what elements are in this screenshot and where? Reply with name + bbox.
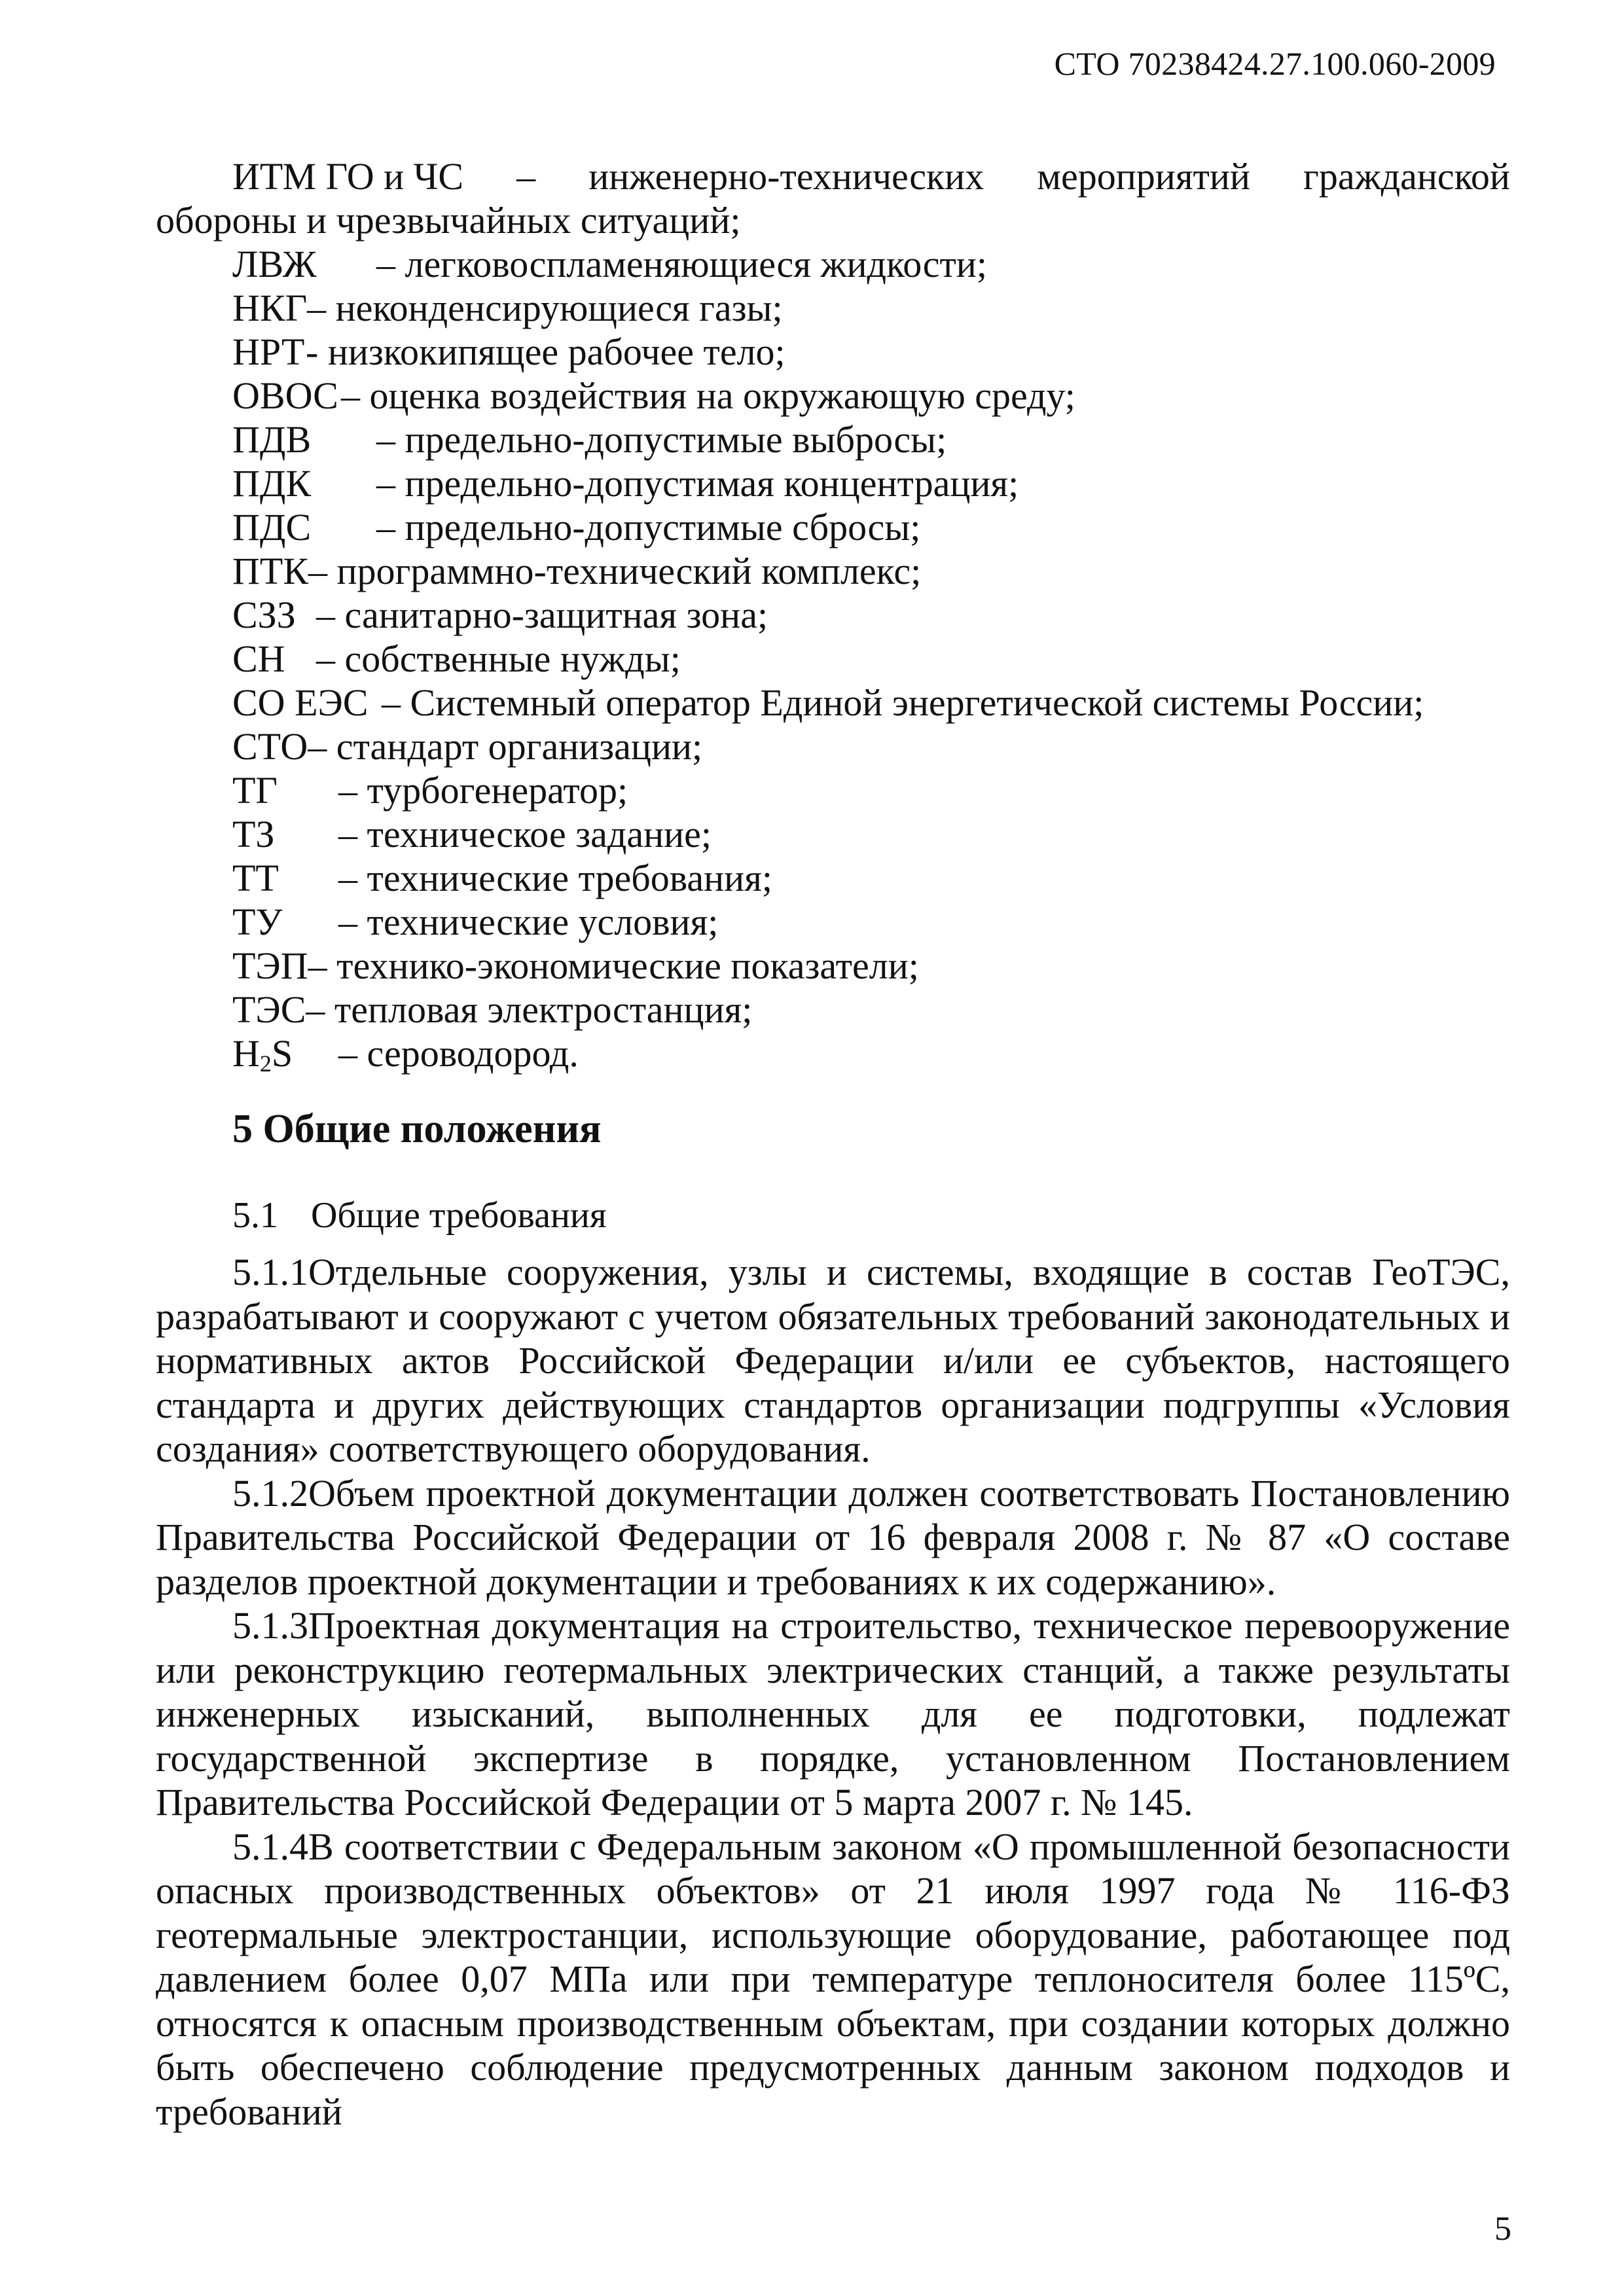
abbreviation-text: – тепловая электростанция; <box>306 988 753 1031</box>
abbreviation-code: ТУ <box>232 901 283 943</box>
abbreviation-code: ПДВ <box>232 418 312 461</box>
abbreviation-text: – оценка воздействия на окружающую среду; <box>341 374 1075 417</box>
abbreviation-text: – сероводород. <box>338 1032 579 1075</box>
abbreviation-code: ТТ <box>232 857 279 899</box>
subsection-heading <box>232 1194 607 1236</box>
abbreviation-item <box>156 637 1510 681</box>
abbreviation-code: ОВОС <box>232 374 338 417</box>
paragraph-number: 5.1.4 <box>232 1825 308 1868</box>
abbreviation-code: ЛВЖ <box>232 243 317 285</box>
paragraph <box>156 1250 1510 1471</box>
abbreviation-item <box>156 988 1510 1031</box>
abbreviation-code: ТЭС <box>232 988 306 1031</box>
abbreviation-text: – Системный оператор Единой энергетической системы России; <box>382 681 1424 724</box>
abbreviation-text: – санитарно-защитная зона; <box>316 594 768 636</box>
document-code: СТО 70238424.27.100.060-2009 <box>1054 45 1496 82</box>
paragraph <box>156 1471 1510 1604</box>
paragraph-number: 5.1.2 <box>232 1471 308 1515</box>
abbreviation-code: СО ЕЭС <box>232 681 369 724</box>
abbreviation-text: – легковоспламеняющиеся жидкости; <box>376 243 987 285</box>
paragraph-text: Проектная документация на строительство, техническое перевооружение или реконструкцию геотермальных электрических станций, а также результаты инженерных изысканий, выполненных для ее подготовки, подлежат государственной экспертизе в порядке, установленном Постановлением Правительства Российской Федерации от 5 марта 2007 г. № 145. <box>156 1604 1510 1823</box>
abbreviation-code: НКГ <box>232 287 308 329</box>
abbreviation-item <box>156 768 1510 812</box>
subsection-number: 5.1 <box>232 1195 278 1236</box>
abbreviation-text: – техническое задание; <box>338 813 712 855</box>
abbreviation-text: – программно-технический комплекс; <box>308 550 922 592</box>
abbreviation-code: ПДК <box>232 462 312 505</box>
abbreviation-code: ИТМ ГО и ЧС <box>232 155 464 198</box>
abbreviation-word: гражданской <box>1303 155 1510 198</box>
paragraph <box>156 1604 1510 1825</box>
abbreviation-code: НРТ <box>232 331 305 373</box>
abbreviation-text: – технические требования; <box>338 857 773 899</box>
abbreviation-code: СЗЗ <box>232 594 296 636</box>
abbreviation-code: ПТК <box>232 550 308 592</box>
abbreviation-text: – технические условия; <box>338 901 719 943</box>
abbreviation-word: мероприятий <box>1037 155 1250 198</box>
abbreviation-text: – предельно-допустимые выбросы; <box>376 418 947 461</box>
abbreviation-code: ТЗ <box>232 813 275 855</box>
abbreviation-code: ТГ <box>232 769 278 812</box>
abbreviation-code: $H_2S$ <box>232 1032 293 1077</box>
paragraph-text: Отдельные сооружения, узлы и системы, входящие в состав ГеоТЭС, разрабатывают и сооружают с учетом обязательных требований законодательных и нормативных актов Российской Федерации и/или ее субъектов, настоящего стандарта и других действующих стандартов организации подгруппы «Условия создания» соответствующего оборудования. <box>156 1251 1510 1470</box>
abbreviation-dash: – <box>516 155 536 198</box>
abbreviation-item <box>156 944 1510 988</box>
abbreviation-item <box>156 461 1510 505</box>
abbreviation-item <box>156 593 1510 637</box>
abbreviation-item <box>156 418 1510 461</box>
abbreviation-item <box>156 242 1510 286</box>
abbreviation-item <box>156 900 1510 944</box>
abbreviation-item <box>156 286 1510 330</box>
abbreviation-text: – предельно-допустимые сбросы; <box>376 506 921 548</box>
abbreviation-text: – турбогенератор; <box>338 769 628 812</box>
abbreviation-item <box>156 330 1510 374</box>
abbreviation-text: – собственные нужды; <box>316 637 681 680</box>
abbreviation-item <box>156 154 1510 242</box>
abbreviation-text: – стандарт организации; <box>308 725 703 768</box>
abbreviation-code: ПДС <box>232 506 312 548</box>
abbreviation-item <box>156 856 1510 900</box>
paragraph-text: Объем проектной документации должен соответствовать Постановлению Правительства Российской Федерации от 16 февраля 2008 г. № 87 «О составе разделов проектной документации и требованиях к их содержанию». <box>156 1471 1510 1603</box>
abbreviation-text: – неконденсирующиеся газы; <box>307 287 783 329</box>
abbreviation-code: ТЭП <box>232 944 308 987</box>
paragraph-list <box>156 1250 1510 2134</box>
paragraph <box>156 1825 1510 2134</box>
page-number: 5 <box>1494 2210 1511 2248</box>
abbreviation-word: инженерно-технических <box>588 155 984 198</box>
abbreviation-item <box>156 725 1510 768</box>
abbreviation-item <box>156 812 1510 856</box>
paragraph-number: 5.1.3 <box>232 1604 308 1647</box>
abbreviation-item <box>156 681 1510 725</box>
abbreviation-text: - низкокипящее рабочее тело; <box>306 331 785 373</box>
abbreviation-item <box>156 374 1510 418</box>
section-heading: 5 Общие положения <box>232 1107 602 1151</box>
abbreviation-continuation: обороны и чрезвычайных ситуаций; <box>156 199 741 242</box>
abbreviation-list <box>156 154 1510 1075</box>
abbreviation-code: СН <box>232 637 285 680</box>
abbreviation-code: СТО <box>232 725 308 768</box>
abbreviation-item <box>156 1031 1510 1075</box>
abbreviation-text: – технико-экономические показатели; <box>308 944 919 987</box>
abbreviation-item <box>156 549 1510 593</box>
abbreviation-item <box>156 505 1510 549</box>
subsection-title: Общие требования <box>311 1195 607 1236</box>
paragraph-number: 5.1.1 <box>232 1251 308 1293</box>
abbreviation-text: – предельно-допустимая концентрация; <box>376 462 1019 505</box>
paragraph-text: В соответствии с Федеральным законом «О промышленной безопасности опасных производственных объектов» от 21 июля 1997 года № 116-ФЗ геотермальные электростанции, использующие оборудование, работающее под давлением более 0,07 МПа или при температуре теплоносителя более 115ºС, относятся к опасным производственным объектам, при создании которых должно быть обеспечено соблюдение предусмотренных данным законом подходов и требований <box>156 1825 1510 2133</box>
